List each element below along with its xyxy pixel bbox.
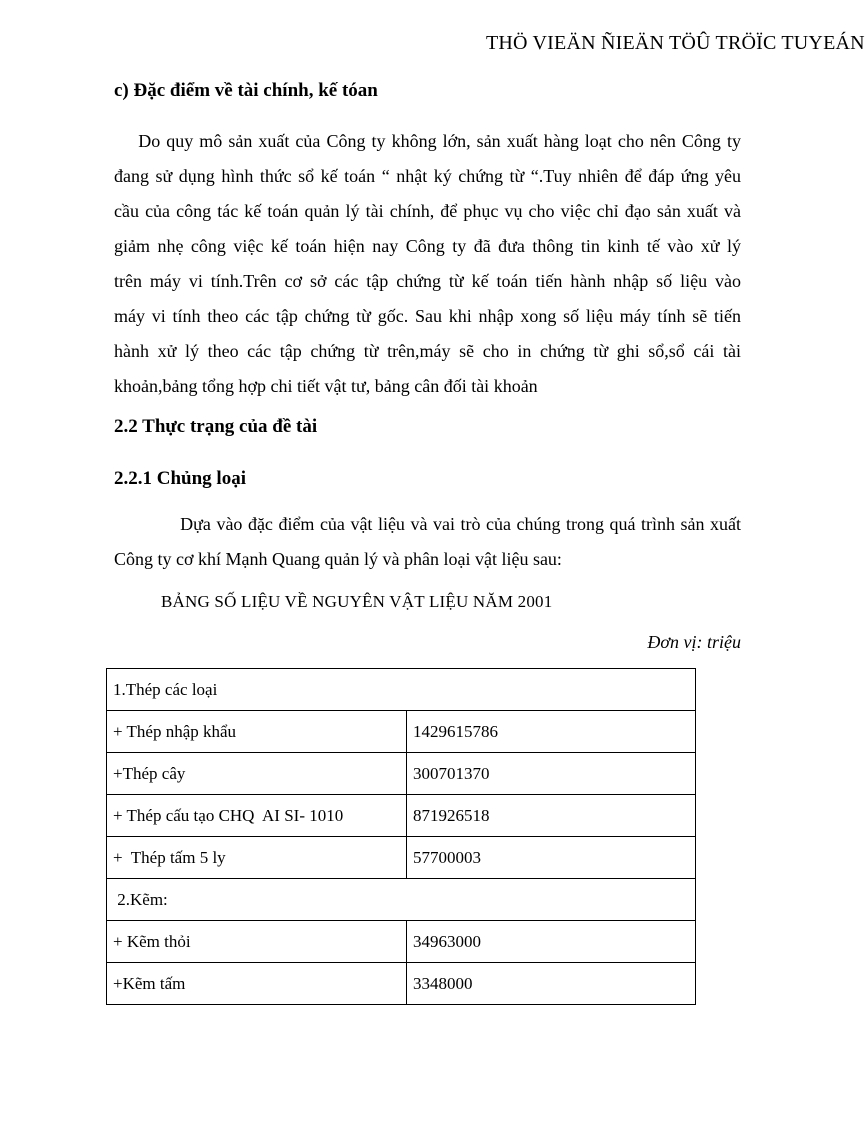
group-label-zinc: 2.Kẽm: bbox=[107, 879, 696, 921]
table-row bbox=[107, 711, 696, 753]
item-name: + Kẽm thỏi bbox=[107, 921, 407, 963]
paragraph-line: giảm nhẹ công việc kế toán hiện nay Công ty đã đưa thông tin kinh tế vào xử lý bbox=[114, 236, 741, 256]
paragraph-line: máy vi tính theo các tập chứng từ gốc. Sau khi nhập xong số liệu máy tính sẽ tiến bbox=[114, 306, 741, 326]
item-value: 871926518 bbox=[407, 795, 696, 837]
paragraph-line: trên máy vi tính.Trên cơ sở các tập chứng từ kế toán tiến hành nhập số liệu vào bbox=[114, 271, 741, 291]
materials-table bbox=[106, 668, 696, 1005]
paragraph-line: đang sử dụng hình thức sổ kế toán “ nhật ký chứng từ “.Tuy nhiên để đáp ứng yêu bbox=[114, 166, 741, 186]
item-name: + Thép tấm 5 ly bbox=[107, 837, 407, 879]
item-name: +Thép cây bbox=[107, 753, 407, 795]
table-group-row bbox=[107, 669, 696, 711]
table-row bbox=[107, 921, 696, 963]
paragraph-line: khoản,bảng tổng hợp chi tiết vật tư, bảng cân đối tài khoản bbox=[114, 376, 538, 396]
section-heading-status: 2.2 Thực trạng của đề tài bbox=[114, 416, 318, 437]
header-watermark: THÖ VIEÄN ÑIEÄN TÖÛ TRÖÏC TUYEÁN bbox=[486, 32, 865, 54]
paragraph-line: Dựa vào đặc điểm của vật liệu và vai trò của chúng trong quá trình sản xuất bbox=[114, 514, 741, 534]
unit-note: Đơn vị: triệu bbox=[647, 632, 741, 652]
table-row bbox=[107, 795, 696, 837]
item-value: 1429615786 bbox=[407, 711, 696, 753]
item-name: +Kẽm tấm bbox=[107, 963, 407, 1005]
paragraph-finance bbox=[114, 124, 741, 404]
paragraph-line: hành xử lý theo các tập chứng từ trên,máy sẽ cho in chứng từ ghi sổ,sổ cái tài bbox=[114, 341, 741, 361]
paragraph-line: Do quy mô sản xuất của Công ty không lớn, sản xuất hàng loạt cho nên Công ty bbox=[114, 131, 741, 151]
section-heading-types: 2.2.1 Chủng loại bbox=[114, 468, 246, 489]
table-row bbox=[107, 753, 696, 795]
paragraph-line: Công ty cơ khí Mạnh Quang quản lý và phân loại vật liệu sau: bbox=[114, 549, 562, 569]
table-group-row bbox=[107, 879, 696, 921]
table-row bbox=[107, 963, 696, 1005]
item-value: 3348000 bbox=[407, 963, 696, 1005]
section-heading-finance: c) Đặc điểm về tài chính, kế tóan bbox=[114, 80, 378, 101]
table-title: BẢNG SỐ LIỆU VỀ NGUYÊN VẬT LIỆU NĂM 2001 bbox=[161, 592, 553, 611]
item-value: 34963000 bbox=[407, 921, 696, 963]
item-name: + Thép nhập khẩu bbox=[107, 711, 407, 753]
item-name: + Thép cấu tạo CHQ AI SI- 1010 bbox=[107, 795, 407, 837]
item-value: 57700003 bbox=[407, 837, 696, 879]
item-value: 300701370 bbox=[407, 753, 696, 795]
group-label-steel: 1.Thép các loại bbox=[107, 669, 696, 711]
paragraph-line: cầu của công tác kế toán quản lý tài chính, để phục vụ cho việc chỉ đạo sản xuất và bbox=[114, 201, 741, 221]
paragraph-types bbox=[114, 507, 741, 577]
table-row bbox=[107, 837, 696, 879]
